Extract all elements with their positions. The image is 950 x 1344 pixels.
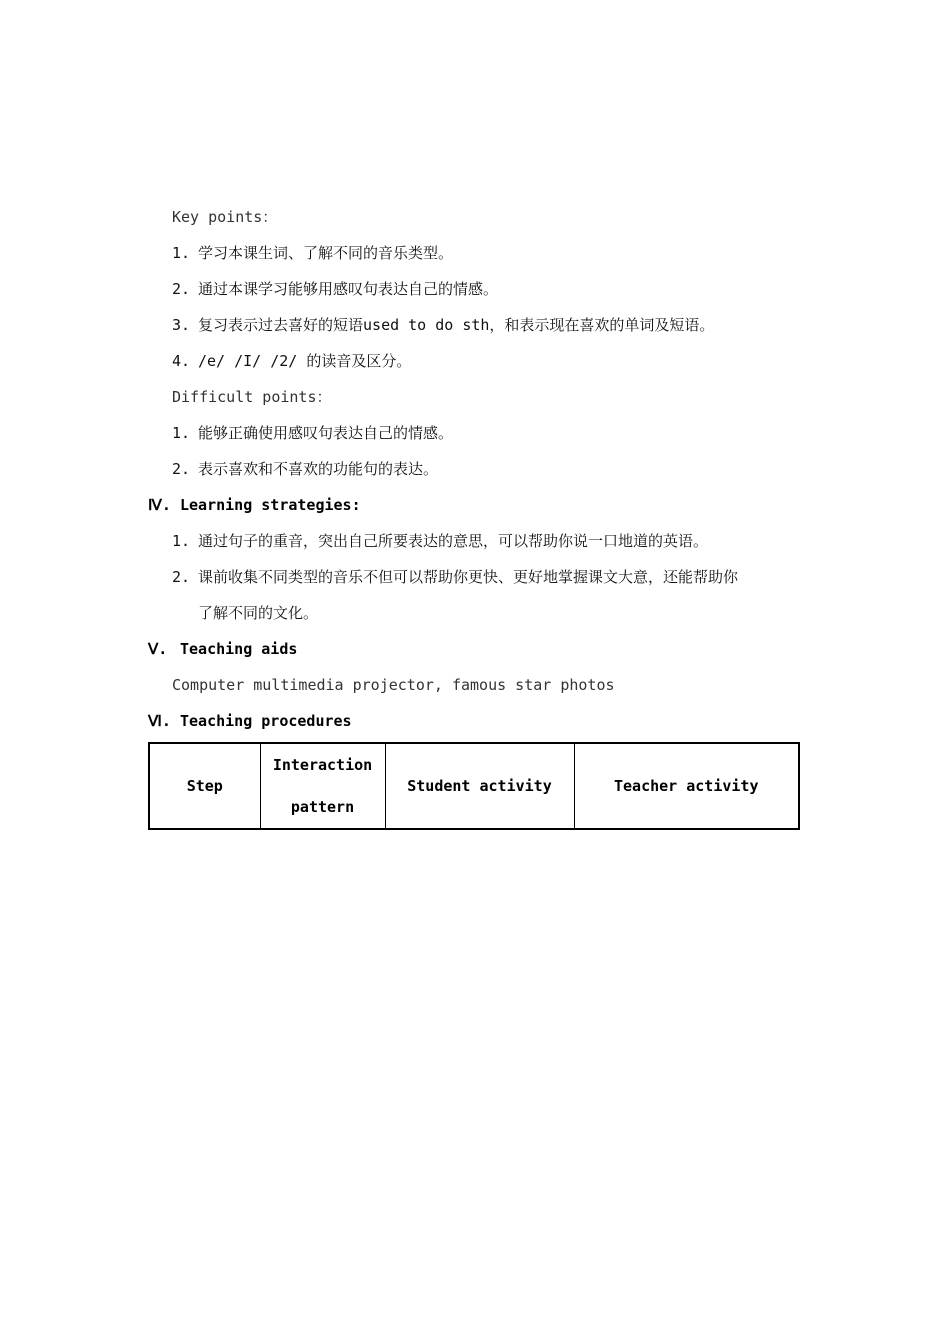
list-text: 复习表示过去喜好的短语used to do sth，和表示现在喜欢的单词及短语。: [198, 316, 715, 334]
table-header-row: [149, 743, 799, 829]
key-point-item-4: [172, 351, 411, 371]
roman-numeral: Ⅳ.: [148, 496, 171, 514]
list-text: 通过本课学习能够用感叹句表达自己的情感。: [198, 280, 499, 298]
difficult-points-heading: Difficult points：: [172, 388, 332, 406]
section-title: Teaching procedures: [180, 712, 352, 730]
list-number: 1.: [172, 244, 191, 262]
section-heading-teaching-aids: [148, 639, 297, 659]
roman-numeral: Ⅵ.: [148, 712, 171, 730]
list-text: 能够正确使用感叹句表达自己的情感。: [198, 424, 454, 442]
key-points-heading: Key points：: [172, 208, 278, 226]
difficult-point-item-2: [172, 459, 438, 479]
list-text: 通过句子的重音，突出自己所要表达的意思，可以帮助你说一口地道的英语。: [198, 532, 709, 550]
list-number: 3.: [172, 316, 191, 334]
list-text: 表示喜欢和不喜欢的功能句的表达。: [198, 460, 439, 478]
section-title: Teaching aids: [180, 640, 298, 658]
strategy-item-1: [172, 531, 708, 551]
list-text: 课前收集不同类型的音乐不但可以帮助你更快、更好地掌握课文大意，还能帮助你: [198, 568, 739, 586]
list-number: 2.: [172, 280, 191, 298]
procedures-table: [148, 742, 800, 830]
list-number: 1.: [172, 424, 191, 442]
list-number: 2.: [172, 460, 191, 478]
strategy-item-2: [172, 567, 738, 587]
column-header-teacher-activity: Teacher activity: [574, 743, 799, 829]
roman-numeral: Ⅴ.: [148, 640, 168, 658]
list-text: 学习本课生词、了解不同的音乐类型。: [198, 244, 454, 262]
column-header-student-activity: Student activity: [385, 743, 574, 829]
list-number: 1.: [172, 532, 191, 550]
section-heading-teaching-procedures: [148, 711, 352, 731]
header-line: Interaction: [272, 756, 373, 774]
key-point-item-2: [172, 279, 498, 299]
strategy-item-2-continuation: 了解不同的文化。: [198, 604, 319, 622]
list-text: /e/ /I/ /2/ 的读音及区分。: [198, 352, 412, 370]
key-point-item-1: [172, 243, 453, 263]
list-number: 4.: [172, 352, 191, 370]
header-line: pattern: [290, 798, 355, 816]
section-title: Learning strategies:: [180, 496, 361, 514]
column-header-step: Step: [149, 743, 260, 829]
teaching-aids-text: Computer multimedia projector, famous star photos: [172, 676, 615, 694]
key-point-item-3: [172, 315, 714, 335]
section-heading-learning-strategies: [148, 495, 361, 515]
difficult-point-item-1: [172, 423, 453, 443]
column-header-interaction-pattern: [260, 743, 385, 829]
list-number: 2.: [172, 568, 191, 586]
